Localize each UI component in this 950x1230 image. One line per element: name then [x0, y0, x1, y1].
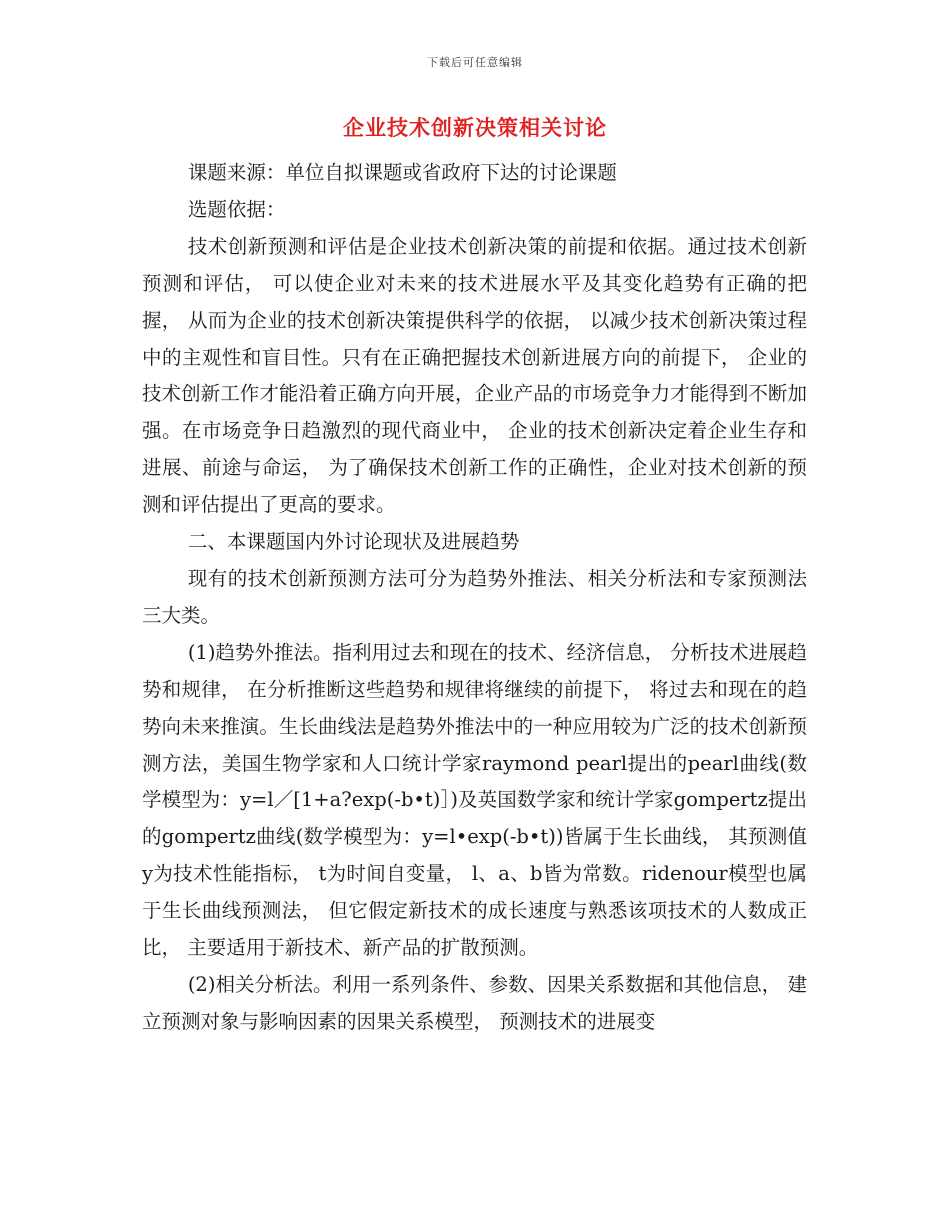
document-title: 企业技术创新决策相关讨论 — [343, 116, 607, 140]
paragraph-methods-intro: 现有的技术创新预测方法可分为趋势外推法、相关分析法和专家预测法三大类。 — [142, 566, 807, 627]
paragraph-correlation-analysis: (2)相关分析法。利用一系列条件、参数、因果关系数据和其他信息， 建立预测对象与影响因素的因果关系模型， 预测技术的进展变 — [142, 972, 807, 1033]
section-heading-2: 二、本课题国内外讨论现状及进展趋势 — [187, 530, 520, 554]
paragraph-basis: 技术创新预测和评估是企业技术创新决策的前提和依据。通过技术创新预测和评估， 可以使企业对未来的技术进展水平及其变化趋势有正确的把握， 从而为企业的技术创新决策提供科学的依据， 以减少技术创新决策过程中的主观性和盲目性。只有在正确把握技术创新进展方向的前提下， 企业的技术创新工作才能沿着正确方向开展，企业产品的市场竞争力才能得到不断加强。在市场竞争日趋激烈的现代商业中， 企业的技术创新决定着企业生存和进展、前途与命运， 为了确保技术创新工作的正确性，企业对技术创新的预测和评估提出了更高的要求。 — [142, 234, 807, 517]
document-body — [142, 155, 807, 1041]
paragraph-trend-extrapolation: (1)趋势外推法。指利用过去和现在的技术、经济信息， 分析技术进展趋势和规律， 在分析推断这些趋势和规律将继续的前提下， 将过去和现在的趋势向未来推演。生长曲线法是趋势外推法中的一种应用较为广泛的技术创新预测方法，美国生物学家和人口统计学家raymond pearl提出的pearl曲线(数学模型为：y=l／[1+a?exp(-b•t)］)及英国数学家和统计学家gompertz提出的gompertz曲线(数学模型为：y=l•exp(-b•t))皆属于生长曲线， 其预测值y为技术性能指标， t为时间自变量， l、a、b皆为常数。ridenour模型也属于生长曲线预测法， 但它假定新技术的成长速度与熟悉该项技术的人数成正比， 主要适用于新技术、新产品的扩散预测。 — [142, 640, 807, 960]
paragraph-basis-label: 选题依据： — [187, 197, 286, 221]
paragraph-source: 课题来源：单位自拟课题或省政府下达的讨论课题 — [187, 161, 617, 184]
header-note: 下载后可任意编辑 — [427, 56, 523, 69]
